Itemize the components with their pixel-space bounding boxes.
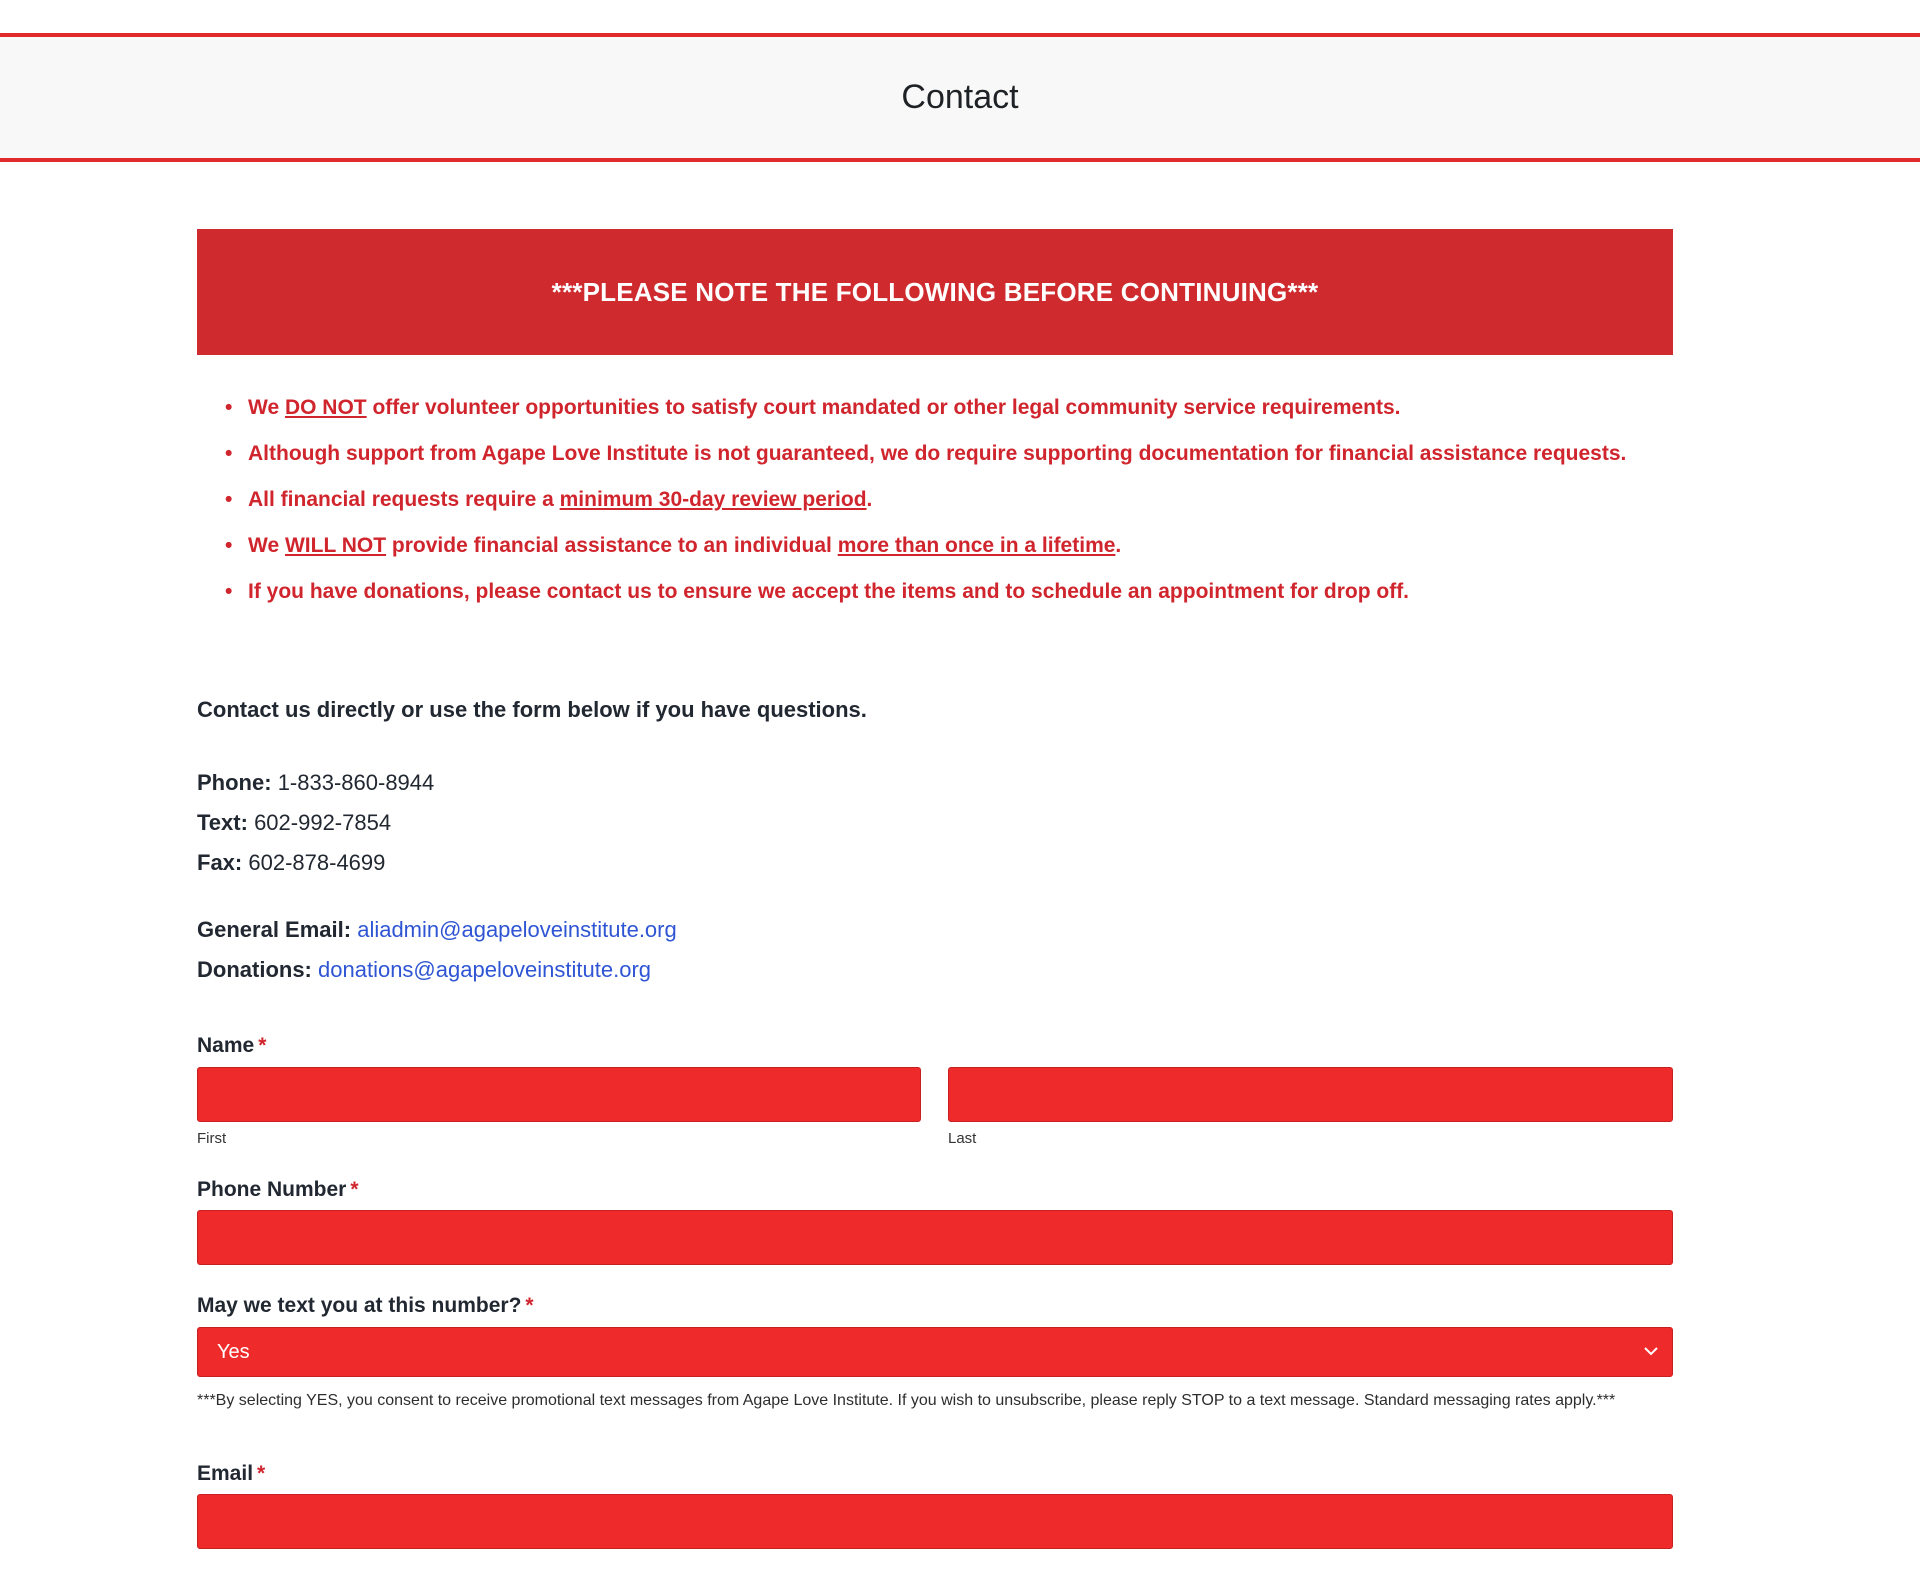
donations-email-line: Donations: donations@agapeloveinstitute.org	[197, 957, 652, 982]
last-name-input[interactable]	[948, 1067, 1673, 1122]
list-item: • If you have donations, please contact us to ensure we accept the items and to schedule an appointment for drop off.	[197, 572, 1673, 618]
phone-value: 1-833-860-8944	[277, 770, 435, 795]
list-item: • We DO NOT offer volunteer opportunities to satisfy court mandated or other legal community service requirements.	[197, 388, 1673, 434]
list-item: • All financial requests require a minimum 30-day review period.	[197, 480, 1673, 526]
last-name-sublabel: Last	[948, 1130, 977, 1147]
text-consent-value: Yes	[217, 1340, 250, 1363]
name-label: Name *	[197, 1034, 267, 1057]
text-consent-note: ***By selecting YES, you consent to receive promotional text messages from Agape Love Institute. If you wish to unsubscribe, please reply STOP to a text message. Standard messaging rates apply.***	[197, 1392, 1616, 1409]
notice-banner-text: ***PLEASE NOTE THE FOLLOWING BEFORE CONTINUING***	[551, 276, 1319, 307]
email-label: Email *	[197, 1462, 266, 1485]
first-name-sublabel: First	[197, 1130, 227, 1147]
fax-value: 602-878-4699	[248, 850, 386, 875]
list-item: • We WILL NOT provide financial assistance to an individual more than once in a lifetime.	[197, 526, 1673, 572]
text-value: 602-992-7854	[254, 810, 392, 835]
required-mark: *	[350, 1178, 359, 1201]
contact-intro: Contact us directly or use the form below if you have questions.	[197, 697, 867, 722]
required-mark: *	[257, 1462, 266, 1485]
general-email-line: General Email: aliadmin@agapeloveinstitute.org	[197, 917, 677, 942]
list-item: • Although support from Agape Love Institute is not guaranteed, we do require supporting documentation for financial assistance requests.	[197, 434, 1673, 480]
donations-email-link[interactable]: donations@agapeloveinstitute.org	[318, 957, 652, 982]
page-title: Contact	[901, 78, 1019, 116]
notice-banner	[197, 229, 1673, 355]
phone-line: Phone: 1-833-860-8944	[197, 770, 435, 795]
first-name-input[interactable]	[197, 1067, 921, 1122]
required-mark: *	[525, 1294, 534, 1317]
text-consent-select[interactable]	[197, 1327, 1673, 1377]
phone-number-label: Phone Number *	[197, 1178, 359, 1201]
general-email-link[interactable]: aliadmin@agapeloveinstitute.org	[357, 917, 677, 942]
text-line: Text: 602-992-7854	[197, 810, 392, 835]
notice-list	[197, 388, 1673, 618]
text-consent-label: May we text you at this number? *	[197, 1294, 534, 1317]
fax-line: Fax: 602-878-4699	[197, 850, 386, 875]
chevron-down-icon	[1642, 1342, 1660, 1360]
phone-number-input[interactable]	[197, 1210, 1673, 1265]
required-mark: *	[258, 1034, 267, 1057]
email-input[interactable]	[197, 1494, 1673, 1549]
contact-emails	[197, 910, 677, 990]
contact-numbers	[197, 763, 434, 883]
page-header	[0, 33, 1920, 162]
